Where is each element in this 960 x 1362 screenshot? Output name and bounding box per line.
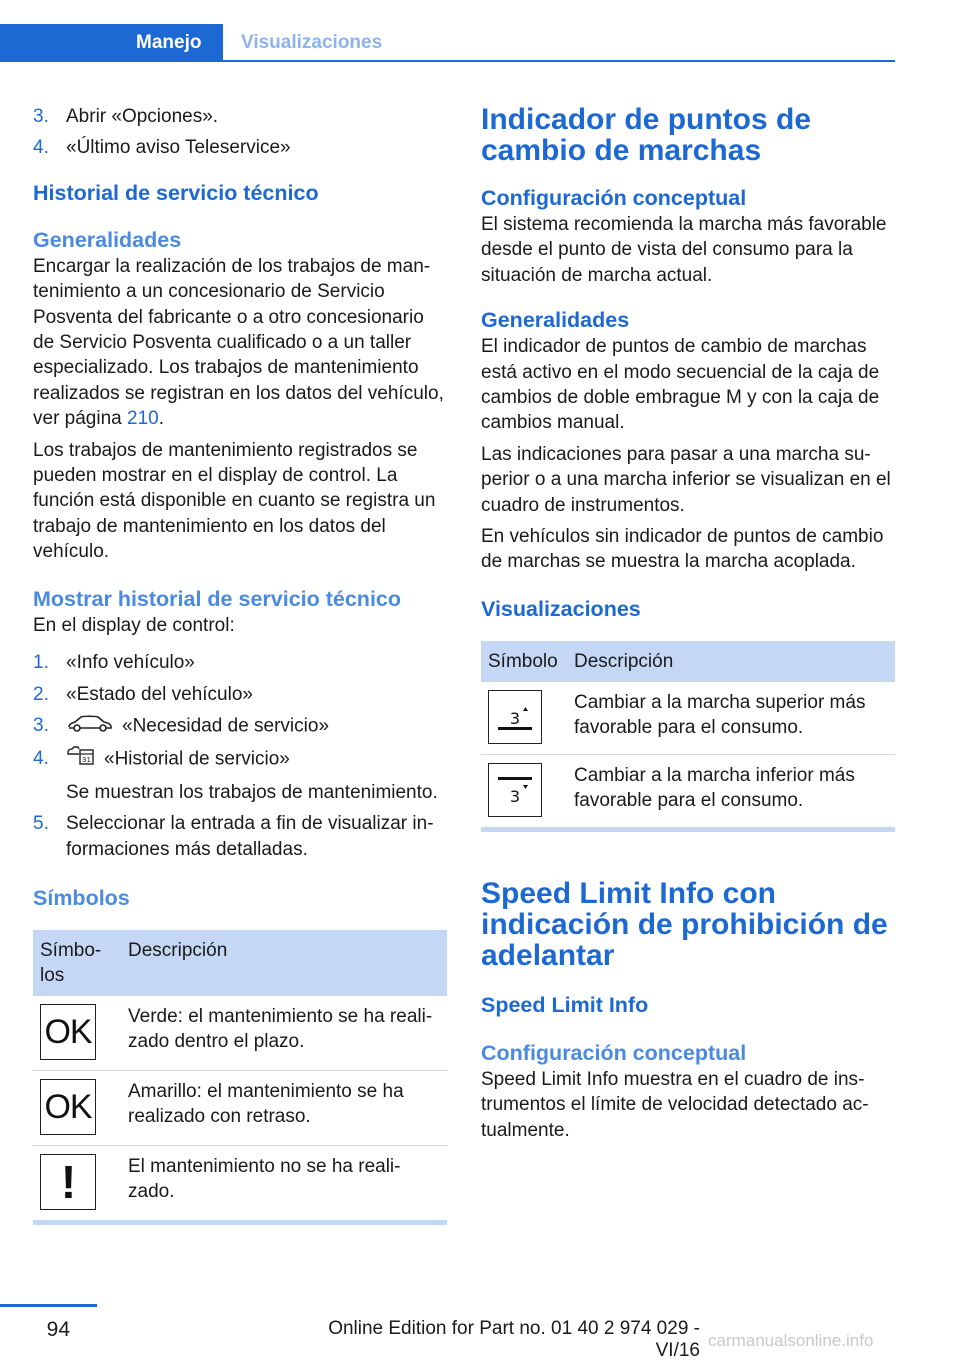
options-steps <box>33 104 447 161</box>
paragraph-speed-limit: Speed Limit Info muestra en el cuadro de instrumentos el límite de velocidad detectado actualmente. <box>481 1068 869 1141</box>
svg-text:31: 31 <box>82 756 91 765</box>
page-link[interactable]: 210 <box>127 408 159 430</box>
table-end-bar <box>33 1220 447 1225</box>
row-description: Cambiar a la marcha inferior más favorable para el consumo. <box>574 764 855 812</box>
list-item <box>33 104 447 129</box>
watermark: carmanualsonline.info <box>708 1331 874 1350</box>
tab-manejo-label: Manejo <box>136 32 202 53</box>
heading-configuracion: Configuración conceptual <box>481 186 747 210</box>
step-text: «Necesidad de servicio» <box>122 715 330 737</box>
row-description: Amarillo: el mantenimiento se ha realizado con retraso. <box>121 1070 447 1145</box>
right-column <box>481 100 895 1149</box>
heading-visualizaciones: Visualizaciones <box>481 596 641 621</box>
heading-speed-limit: Speed Limit Info con indicación de prohibición de adelantar <box>481 876 888 972</box>
edition-text: Online Edition for Part no. 01 40 2 974 029 - VI/16 <box>328 1318 700 1361</box>
step-number: 1. <box>33 652 49 674</box>
heading-simbolos: Símbolos <box>33 885 130 910</box>
tab-manejo[interactable] <box>0 24 223 60</box>
row-description: Verde: el mantenimiento se ha realizado dentro el plazo. <box>121 996 447 1071</box>
ok-yellow-icon: OK <box>40 1079 96 1135</box>
step-text: «Último aviso Teleservice» <box>66 137 291 159</box>
header-tabs <box>0 24 895 62</box>
step-text: «Info vehículo» <box>66 652 195 674</box>
table-end-bar <box>481 827 895 832</box>
page-number: 94 <box>46 1318 70 1341</box>
step-text: «Historial de servicio» <box>104 749 290 771</box>
step-subtext: Se muestran los trabajos de mantenimiento. <box>66 781 438 803</box>
paragraph-sin-indicador: En vehículos sin indicador de puntos de cambio de marchas se muestra la marcha acoplada. <box>481 526 884 573</box>
left-column <box>33 100 447 1225</box>
list-item <box>33 135 447 160</box>
column-header-descripcion: Descripción <box>121 930 447 996</box>
shift-down-icon <box>488 763 542 817</box>
paragraph-generalidades: Encargar la realización de los trabajos de mantenimiento a un concesionario de Servicio Posventa del fabricante o a otro concesionario de Servicio Posventa cualificado o a un taller especializado. Los trabajos de mantenimiento realizados se registran en los datos del vehículo, ver página 210. <box>33 255 444 430</box>
row-description: Cambiar a la marcha superior más favorable para el consumo. <box>567 682 895 755</box>
symbols-table <box>33 930 447 1220</box>
list-item <box>33 682 447 707</box>
svg-text:3: 3 <box>509 786 521 806</box>
display-steps <box>33 650 447 862</box>
list-item <box>33 713 447 740</box>
table-row <box>33 1070 447 1145</box>
table-row <box>33 1145 447 1220</box>
paragraph-indicaciones: Las indicaciones para pasar a una marcha superior o a una marcha inferior se visualizan en el cuadro de instrumentos. <box>481 443 891 516</box>
table-row <box>481 754 895 827</box>
heading-generalidades-right: Generalidades <box>481 308 630 333</box>
paragraph-generalidades-right: El indicador de puntos de cambio de marchas está activo en el modo secuencial de la caja de cambios de doble embrague M y con la caja de cambios manual. <box>481 336 880 434</box>
paragraph-configuracion: El sistema recomienda la marcha más favorable desde el punto de vista del consumo para la situación de marcha actual. <box>481 214 887 286</box>
paragraph-registrados: Los trabajos de mantenimiento registrados se pueden mostrar en el display de control. La función está disponible en cuanto se registra un trabajo de mantenimiento en los datos del vehículo. <box>33 439 436 563</box>
heading-generalidades: Generalidades <box>33 227 182 252</box>
column-header-simbolos: Símbolos <box>33 930 121 996</box>
list-item <box>33 746 447 805</box>
column-header-simbolo: Símbolo <box>481 641 567 682</box>
step-number: 4. <box>33 748 49 770</box>
step-text: Abrir «Opciones». <box>66 106 219 127</box>
paragraph-display: En el display de control: <box>33 614 235 636</box>
table-row <box>481 682 895 755</box>
heading-speed-limit-info: Speed Limit Info <box>481 992 649 1017</box>
car-service-icon <box>66 713 114 740</box>
step-number: 4. <box>33 137 49 159</box>
heading-configuracion-2: Configuración conceptual <box>481 1040 747 1065</box>
exclamation-icon: ! <box>40 1154 96 1210</box>
heading-mostrar: Mostrar historial de servicio técnico <box>33 586 402 611</box>
column-header-descripcion: Descripción <box>567 641 895 682</box>
table-header-row <box>481 641 895 682</box>
ok-green-icon: OK <box>40 1004 96 1060</box>
step-text: «Estado del vehículo» <box>66 683 253 705</box>
service-history-icon <box>66 746 96 773</box>
gear-symbols-table <box>481 641 895 827</box>
step-number: 3. <box>33 714 49 736</box>
heading-indicador: Indicador de puntos de cambio de marchas <box>481 103 812 167</box>
table-row <box>33 996 447 1071</box>
heading-historial: Historial de servicio técnico <box>33 180 319 205</box>
page-number-bar <box>0 1304 97 1307</box>
list-item <box>33 650 447 675</box>
list-item <box>33 811 447 862</box>
svg-text:3: 3 <box>509 708 521 728</box>
step-number: 3. <box>33 106 49 127</box>
tab-visualizaciones[interactable]: Visualizaciones <box>241 32 383 53</box>
step-number: 2. <box>33 683 49 705</box>
shift-up-icon <box>488 690 542 744</box>
step-number: 5. <box>33 813 49 835</box>
row-description: El mantenimiento no se ha realizado. <box>128 1155 401 1203</box>
step-text: Seleccionar la entrada a fin de visualizar informaciones más detalladas. <box>66 813 434 860</box>
table-header-row <box>33 930 447 996</box>
